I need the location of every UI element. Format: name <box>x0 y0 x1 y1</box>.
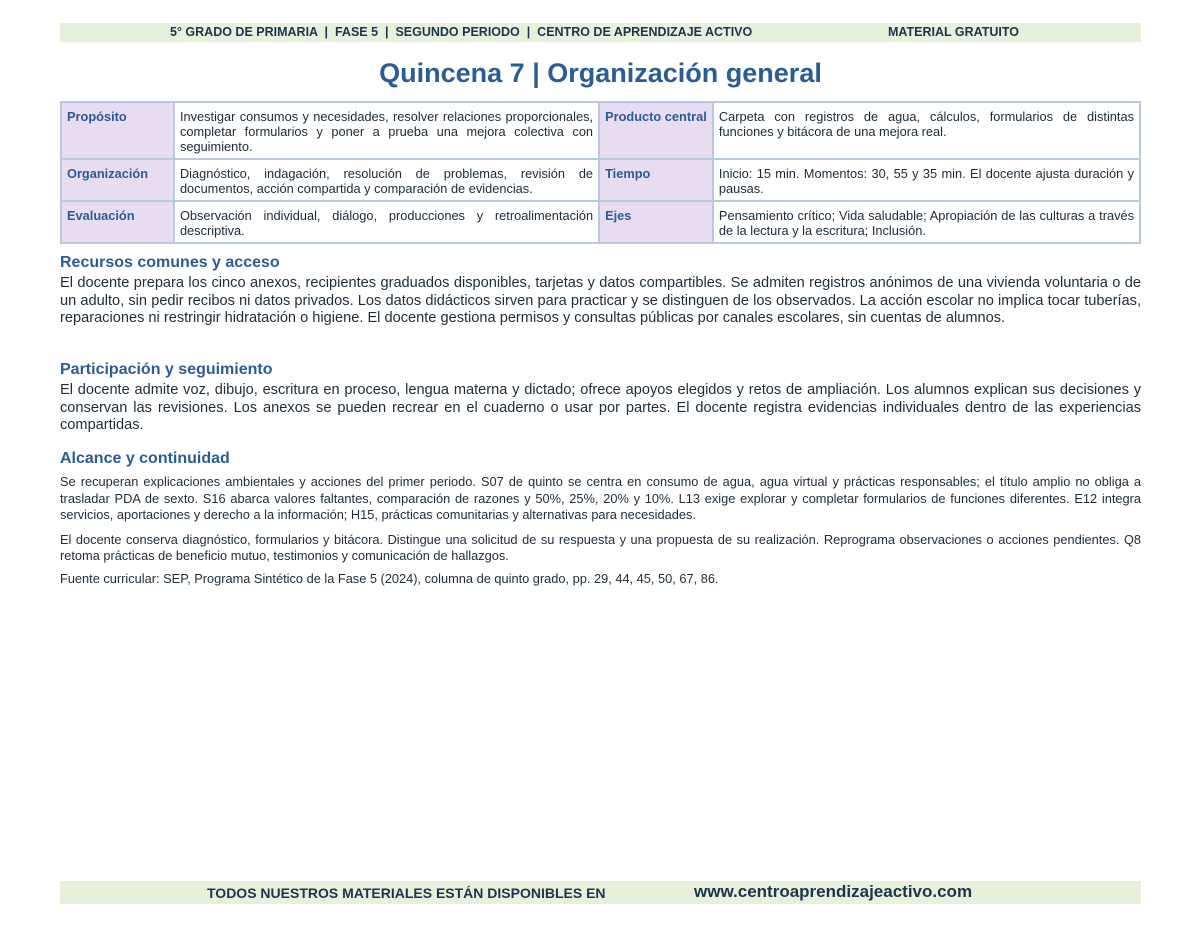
footer-banner <box>60 881 1141 904</box>
section-heading: Alcance y continuidad <box>60 450 230 467</box>
section-participacion <box>60 361 1141 435</box>
value-tiempo: Inicio: 15 min. Momentos: 30, 55 y 35 min. El docente ajusta duración y pausas. <box>713 159 1140 201</box>
value-producto-central: Carpeta con registros de agua, cálculos, formularios de distintas funciones y bitácora de una mejora real. <box>713 102 1140 159</box>
section-heading: Participación y seguimiento <box>60 361 273 378</box>
summary-table <box>60 101 1141 244</box>
label-proposito: Propósito <box>61 102 174 159</box>
footer-text: TODOS NUESTROS MATERIALES ESTÁN DISPONIBLES EN <box>207 885 606 901</box>
value-evaluacion: Observación individual, diálogo, producciones y retroalimentación descriptiva. <box>174 201 599 243</box>
label-evaluacion: Evaluación <box>61 201 174 243</box>
page-title: Quincena 7 | Organización general <box>379 58 822 88</box>
header-grade-info: 5° GRADO DE PRIMARIA | FASE 5 | SEGUNDO PERIODO | CENTRO DE APRENDIZAJE ACTIVO <box>170 25 753 39</box>
footer-url-link[interactable]: www.centroaprendizajeactivo.com <box>694 882 973 901</box>
section-heading: Recursos comunes y acceso <box>60 254 280 271</box>
value-organizacion: Diagnóstico, indagación, resolución de problemas, revisión de documentos, acción compartida y comparación de evidencias. <box>174 159 599 201</box>
value-ejes: Pensamiento crítico; Vida saludable; Apropiación de las culturas a través de la lectura y la escritura; Inclusión. <box>713 201 1140 243</box>
section-recursos <box>60 254 1141 328</box>
label-producto-central: Producto central <box>599 102 713 159</box>
section-paragraph: El docente prepara los cinco anexos, recipientes graduados disponibles, tarjetas y datos compartibles. Se admiten registros anónimos de una vivienda voluntaria o de un adulto, sin pedir recibos ni datos privados. Los datos didácticos sirven para practicar y se distinguen de los observados. La acción escolar no implica tocar tuberías, reparaciones ni restringir hidratación o higiene. El docente gestiona permisos y consultas públicas por canales escolares, sin cuentas de alumnos. <box>60 275 1141 326</box>
section-paragraph: El docente admite voz, dibujo, escritura en proceso, lengua materna y dictado; ofrece apoyos elegidos y retos de ampliación. Los alumnos explican sus decisiones y conservan las revisiones. Los anexos se pueden recrear en el cuaderno o usar por partes. El docente registra evidencias individuales dentro de las experiencias compartidas. <box>60 382 1141 433</box>
label-tiempo: Tiempo <box>599 159 713 201</box>
section-paragraph: El docente conserva diagnóstico, formularios y bitácora. Distingue una solicitud de su respuesta y una propuesta de su realización. Reprograma observaciones o acciones pendientes. Q8 retoma prácticas de beneficio mutuo, testimonios y comunicación de hallazgos. <box>60 531 1141 563</box>
value-proposito: Investigar consumos y necesidades, resolver relaciones proporcionales, completar formularios y poner a prueba una mejora colectiva con seguimiento. <box>174 102 599 159</box>
table-row <box>61 102 1140 159</box>
table-row <box>61 159 1140 201</box>
section-paragraph: Se recuperan explicaciones ambientales y acciones del primer periodo. S07 de quinto se centra en consumo de agua, agua virtual y prácticas responsables; el título amplio no obliga a trasladar PDA de sexto. S16 abarca valores faltantes, comparación de razones y 50%, 25%, 20% y 10%. L13 exige explorar y completar formularios de funciones diferentes. E12 integra servicios, aportaciones y derecho a la información; H15, prácticas comunitarias y alternativas para necesidades. <box>60 474 1141 522</box>
table-row <box>61 201 1140 243</box>
section-alcance <box>60 450 1141 587</box>
label-ejes: Ejes <box>599 201 713 243</box>
header-free-material: MATERIAL GRATUITO <box>888 25 1020 39</box>
source-citation: Fuente curricular: SEP, Programa Sintético de la Fase 5 (2024), columna de quinto grado, pp. 29, 44, 45, 50, 67, 86. <box>60 570 719 586</box>
header-banner <box>60 23 1141 42</box>
label-organizacion: Organización <box>61 159 174 201</box>
